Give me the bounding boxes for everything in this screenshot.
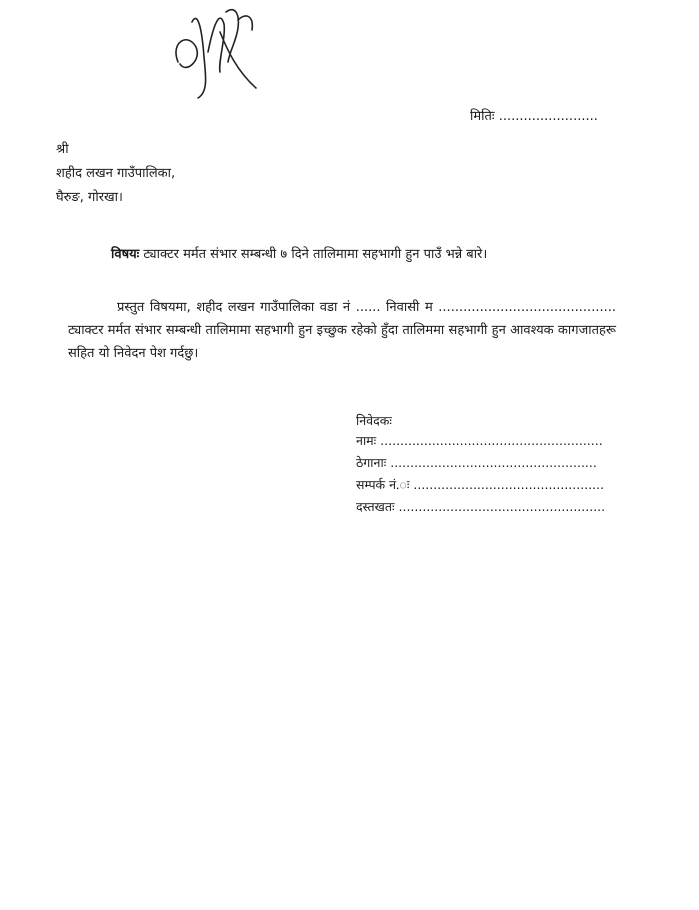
applicant-heading: निवेदकः (356, 413, 392, 428)
date-blank: ........................ (498, 109, 598, 124)
field-blank: .................................................... (398, 499, 606, 514)
applicant-address-row (356, 454, 614, 476)
addressee-line-1: शहीद लखन गाउँपालिका, (56, 166, 176, 181)
subject-line (111, 244, 487, 262)
applicant-signature-row (356, 498, 614, 520)
signature-scribble (168, 2, 258, 102)
date-label: मितिः (470, 109, 495, 124)
field-blank: ........................................................ (380, 433, 603, 448)
applicant-contact-row (356, 476, 614, 498)
field-label: सम्पर्क नं.ः (356, 477, 410, 492)
salutation: श्री (56, 142, 69, 157)
subject-text: ट्याक्टर मर्मत संभार सम्बन्धी ७ दिने तालिमामा सहभागी हुन पाउँ भन्ने बारे। (143, 247, 488, 262)
date-line (470, 106, 598, 124)
field-label: ठेगानाः (356, 455, 387, 470)
applicant-block (356, 412, 614, 520)
field-label: नामः (356, 433, 377, 448)
addressee-block (56, 138, 175, 210)
applicant-name-row (356, 432, 614, 454)
subject-label: विषयः (111, 247, 140, 262)
addressee-line-2: घैरुङ, गोरखा। (56, 190, 123, 205)
field-blank: .................................................... (390, 455, 597, 470)
field-label: दस्तखतः (356, 499, 395, 514)
field-blank: ................................................ (413, 477, 605, 492)
body-paragraph: प्रस्तुत विषयमा, शहीद लखन गाउँपालिका वडा नं ...... निवासी म ........................................... ट्याक्टर मर्मत संभार सम्बन्धी तालिमामा सहभागी हुन इच्छुक रहेको हुँदा तालिममा सहभागी हुन आवश्यक कागजातहरू सहित यो निवेदन पेश गर्दछु। (68, 300, 616, 361)
